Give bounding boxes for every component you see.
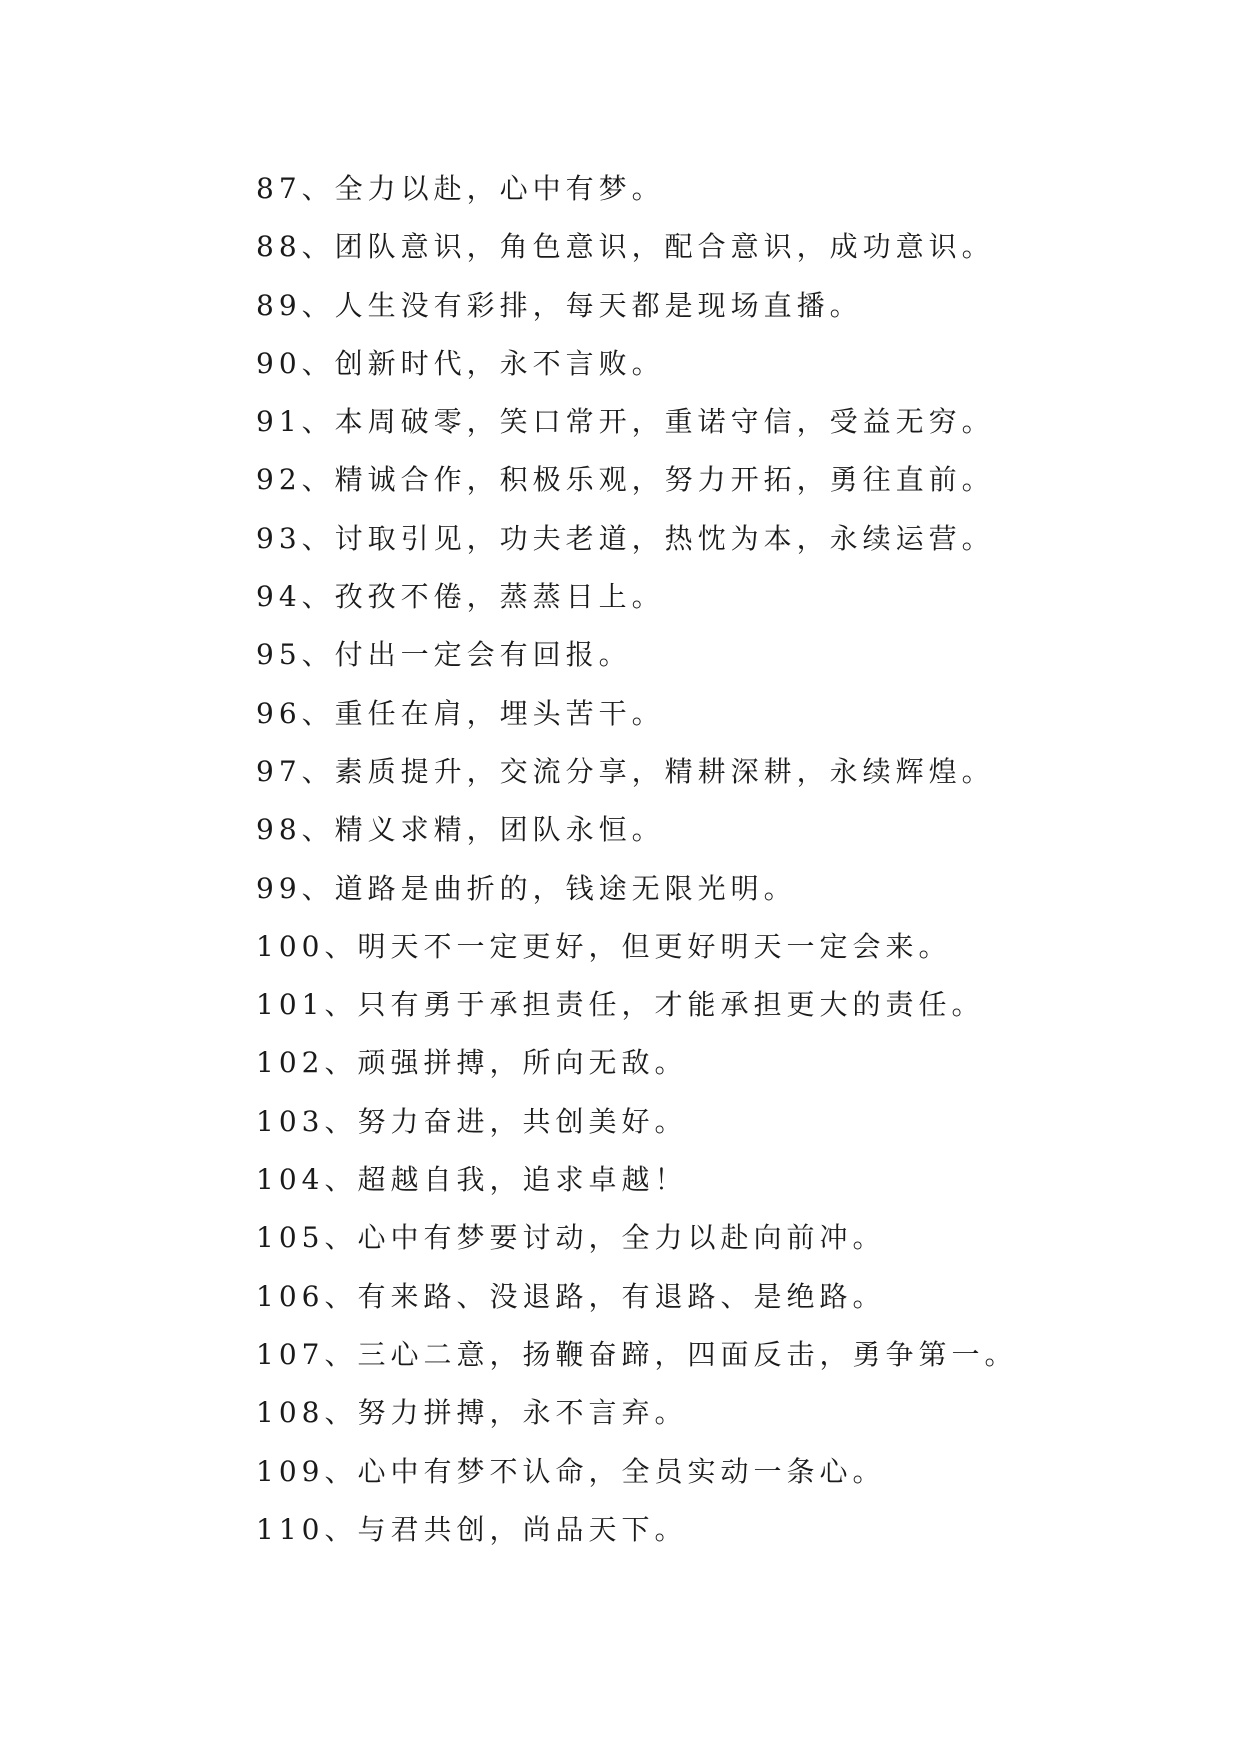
list-item: 103、努力奋进，共创美好。 bbox=[256, 1104, 688, 1138]
list-item: 96、重任在肩，埋头苦干。 bbox=[256, 696, 665, 730]
list-item: 97、素质提升，交流分享，精耕深耕，永续辉煌。 bbox=[256, 754, 995, 788]
list-item: 95、付出一定会有回报。 bbox=[256, 638, 632, 672]
list-item: 110、与君共创，尚品天下。 bbox=[256, 1512, 688, 1546]
list-item: 108、努力拼搏，永不言弃。 bbox=[256, 1396, 688, 1430]
list-item: 99、道路是曲折的，钱途无限光明。 bbox=[256, 871, 797, 905]
slogan-list bbox=[256, 160, 1017, 1559]
list-item: 105、心中有梦要讨动，全力以赴向前冲。 bbox=[256, 1221, 886, 1255]
list-item: 92、精诚合作，积极乐观，努力开拓，勇往直前。 bbox=[256, 463, 995, 497]
list-item: 101、只有勇于承担责任，才能承担更大的责任。 bbox=[256, 988, 985, 1022]
list-item: 100、明天不一定更好，但更好明天一定会来。 bbox=[256, 929, 952, 963]
list-item: 91、本周破零，笑口常开，重诺守信，受益无穷。 bbox=[256, 405, 995, 439]
list-item: 98、精义求精，团队永恒。 bbox=[256, 813, 665, 847]
list-item: 89、人生没有彩排，每天都是现场直播。 bbox=[256, 288, 863, 322]
list-item: 104、超越自我，追求卓越！ bbox=[256, 1163, 688, 1197]
list-item: 90、创新时代，永不言败。 bbox=[256, 346, 665, 380]
list-item: 87、全力以赴，心中有梦。 bbox=[256, 172, 665, 205]
list-item: 107、三心二意，扬鞭奋蹄，四面反击，勇争第一。 bbox=[256, 1337, 1018, 1371]
list-item: 88、团队意识，角色意识，配合意识，成功意识。 bbox=[256, 230, 995, 264]
list-item: 109、心中有梦不认命，全员实动一条心。 bbox=[256, 1454, 886, 1488]
list-item: 106、有来路、没退路，有退路、是绝路。 bbox=[256, 1279, 886, 1313]
list-item: 93、讨取引见，功夫老道，热忱为本，永续运营。 bbox=[256, 521, 995, 555]
list-item: 94、孜孜不倦，蒸蒸日上。 bbox=[256, 580, 665, 614]
list-item: 102、顽强拼搏，所向无敌。 bbox=[256, 1046, 688, 1080]
